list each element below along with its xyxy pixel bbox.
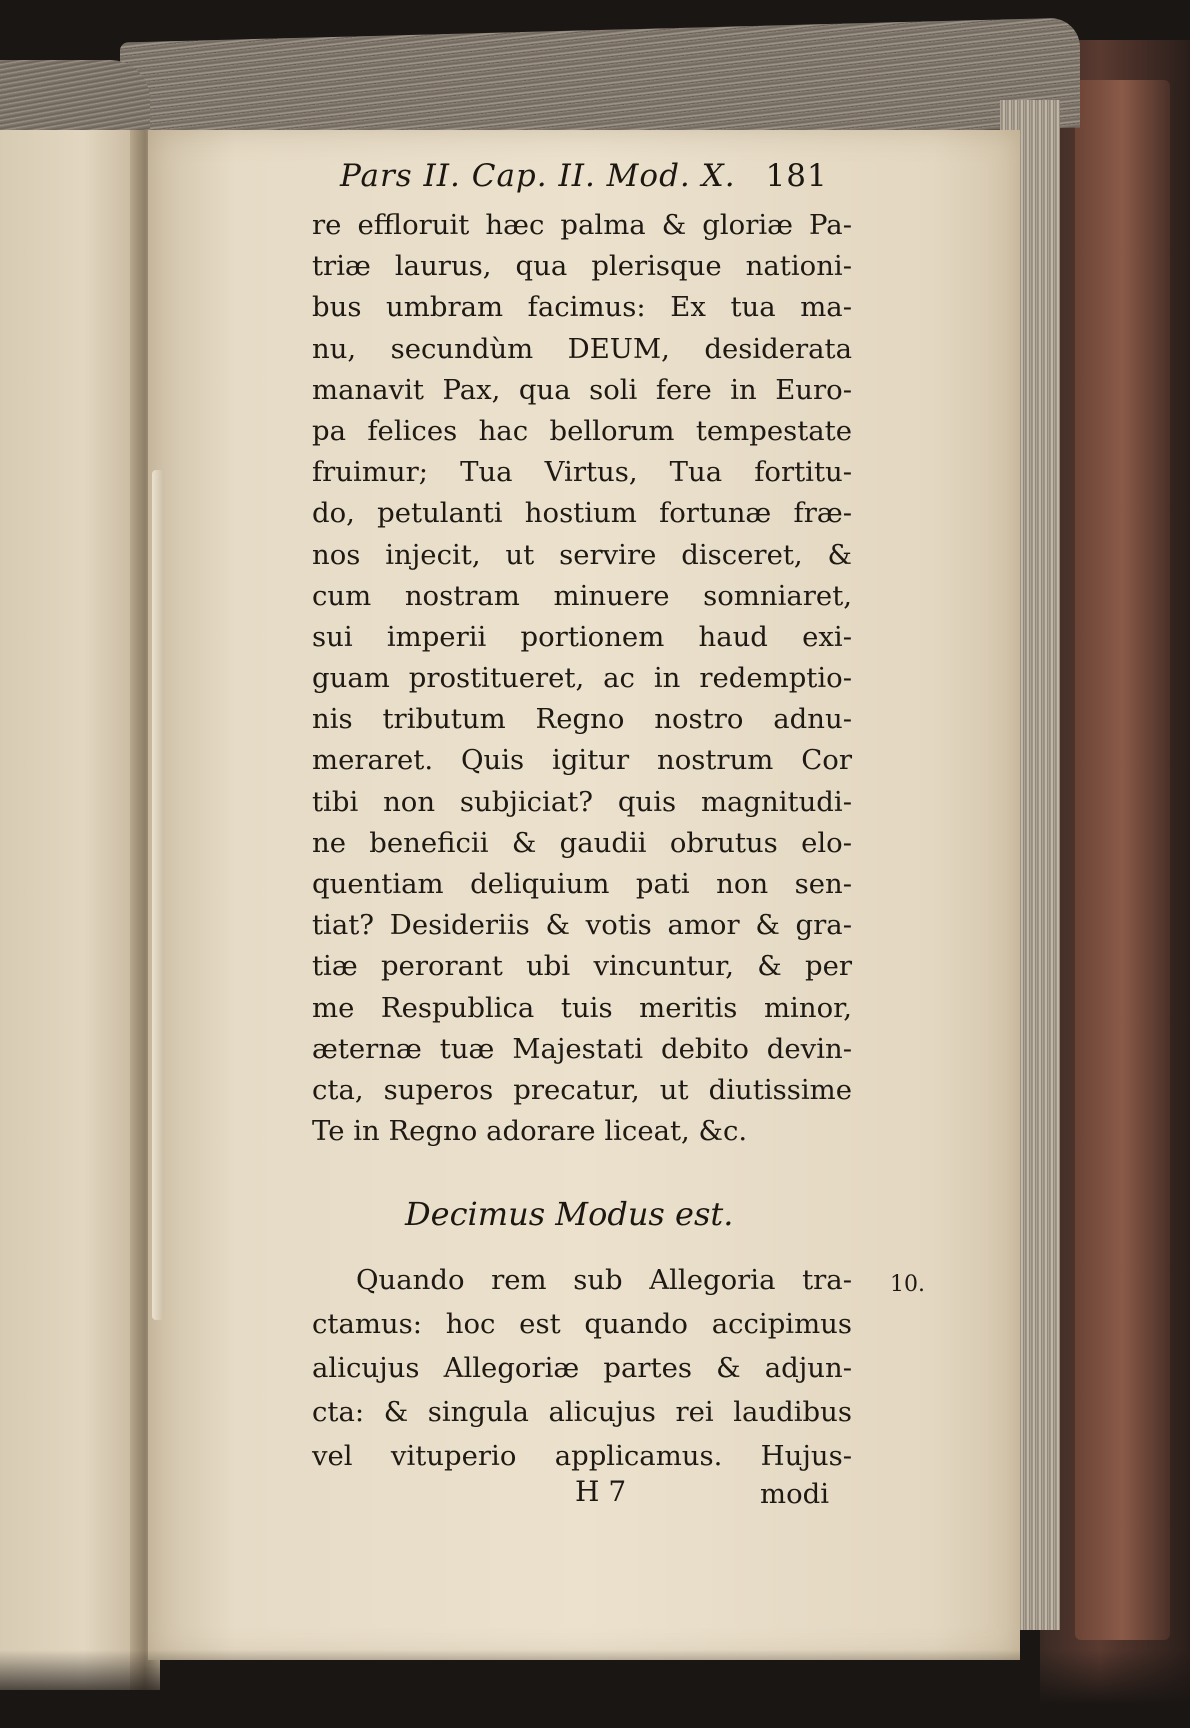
text-line: tiæ perorant ubi vincuntur, & per [312, 950, 852, 983]
text-line: pa felices hac bellorum tempestate [312, 414, 852, 447]
text-line: nis tributum Regno nostro adnu- [312, 703, 852, 736]
text-line: æternæ tuæ Majestati debito devin- [312, 1032, 852, 1065]
gutter-tear [152, 470, 164, 1320]
margin-number: 10. [890, 1272, 925, 1297]
text-line: quentiam deliquium pati non sen- [312, 868, 852, 900]
text-line: me Respublica tuis meritis minor, [312, 991, 852, 1024]
text-line: bus umbram facimus: Ex tua ma- [312, 291, 852, 324]
paragraph-2 [312, 1258, 852, 1478]
text-line: cta: & singula alicujus rei laudibus [312, 1396, 852, 1428]
book-spine-leather [1075, 80, 1170, 1640]
page-number: 181 [765, 158, 828, 194]
catchword: modi [760, 1478, 830, 1510]
text-line: vel vituperio applicamus. Hujus- [312, 1440, 852, 1472]
text-line: do, petulanti hostium fortunæ fræ- [312, 497, 852, 530]
text-line: tiat? Desideriis & votis amor & gra- [312, 909, 852, 942]
text-line: Te in Regno adorare liceat, &c. [312, 1115, 748, 1148]
text-line: manavit Pax, qua soli fere in Euro- [312, 373, 852, 406]
text-line: cum nostram minuere somniaret, [312, 579, 852, 612]
text-line: fruimur; Tua Virtus, Tua fortitu- [312, 456, 852, 489]
signature-mark: H 7 [575, 1475, 627, 1508]
text-line: ctamus: hoc est quando accipimus [312, 1308, 852, 1340]
text-line: re effloruit hæc palma & gloriæ Pa- [312, 209, 852, 241]
text-line: alicujus Allegoriæ partes & adjun- [312, 1352, 852, 1384]
running-head [340, 158, 860, 194]
bottom-shadow [0, 1650, 1190, 1728]
running-head-title: Pars II. Cap. II. Mod. X. [340, 158, 736, 194]
text-line: nu, secundùm DEUM, desiderata [312, 332, 852, 365]
left-page [0, 130, 140, 1690]
text-line: triæ laurus, qua plerisque nationi- [312, 250, 852, 283]
text-line: Quando rem sub Allegoria tra- [356, 1264, 852, 1296]
text-line: sui imperii portionem haud exi- [312, 620, 852, 653]
section-heading: Decimus Modus est. [405, 1195, 734, 1233]
text-line: nos injecit, ut servire disceret, & [312, 538, 852, 571]
text-line: guam prostitueret, ac in redemptio- [312, 662, 852, 695]
text-line: ne beneficii & gaudii obrutus elo- [312, 826, 852, 859]
left-page-edges-top [0, 60, 150, 140]
text-line: meraret. Quis igitur nostrum Cor [312, 744, 852, 777]
text-line: tibi non subjiciat? quis magnitudi- [312, 785, 852, 818]
text-line: cta, superos precatur, ut diutissime [312, 1073, 852, 1106]
paragraph-1 [312, 205, 852, 1152]
